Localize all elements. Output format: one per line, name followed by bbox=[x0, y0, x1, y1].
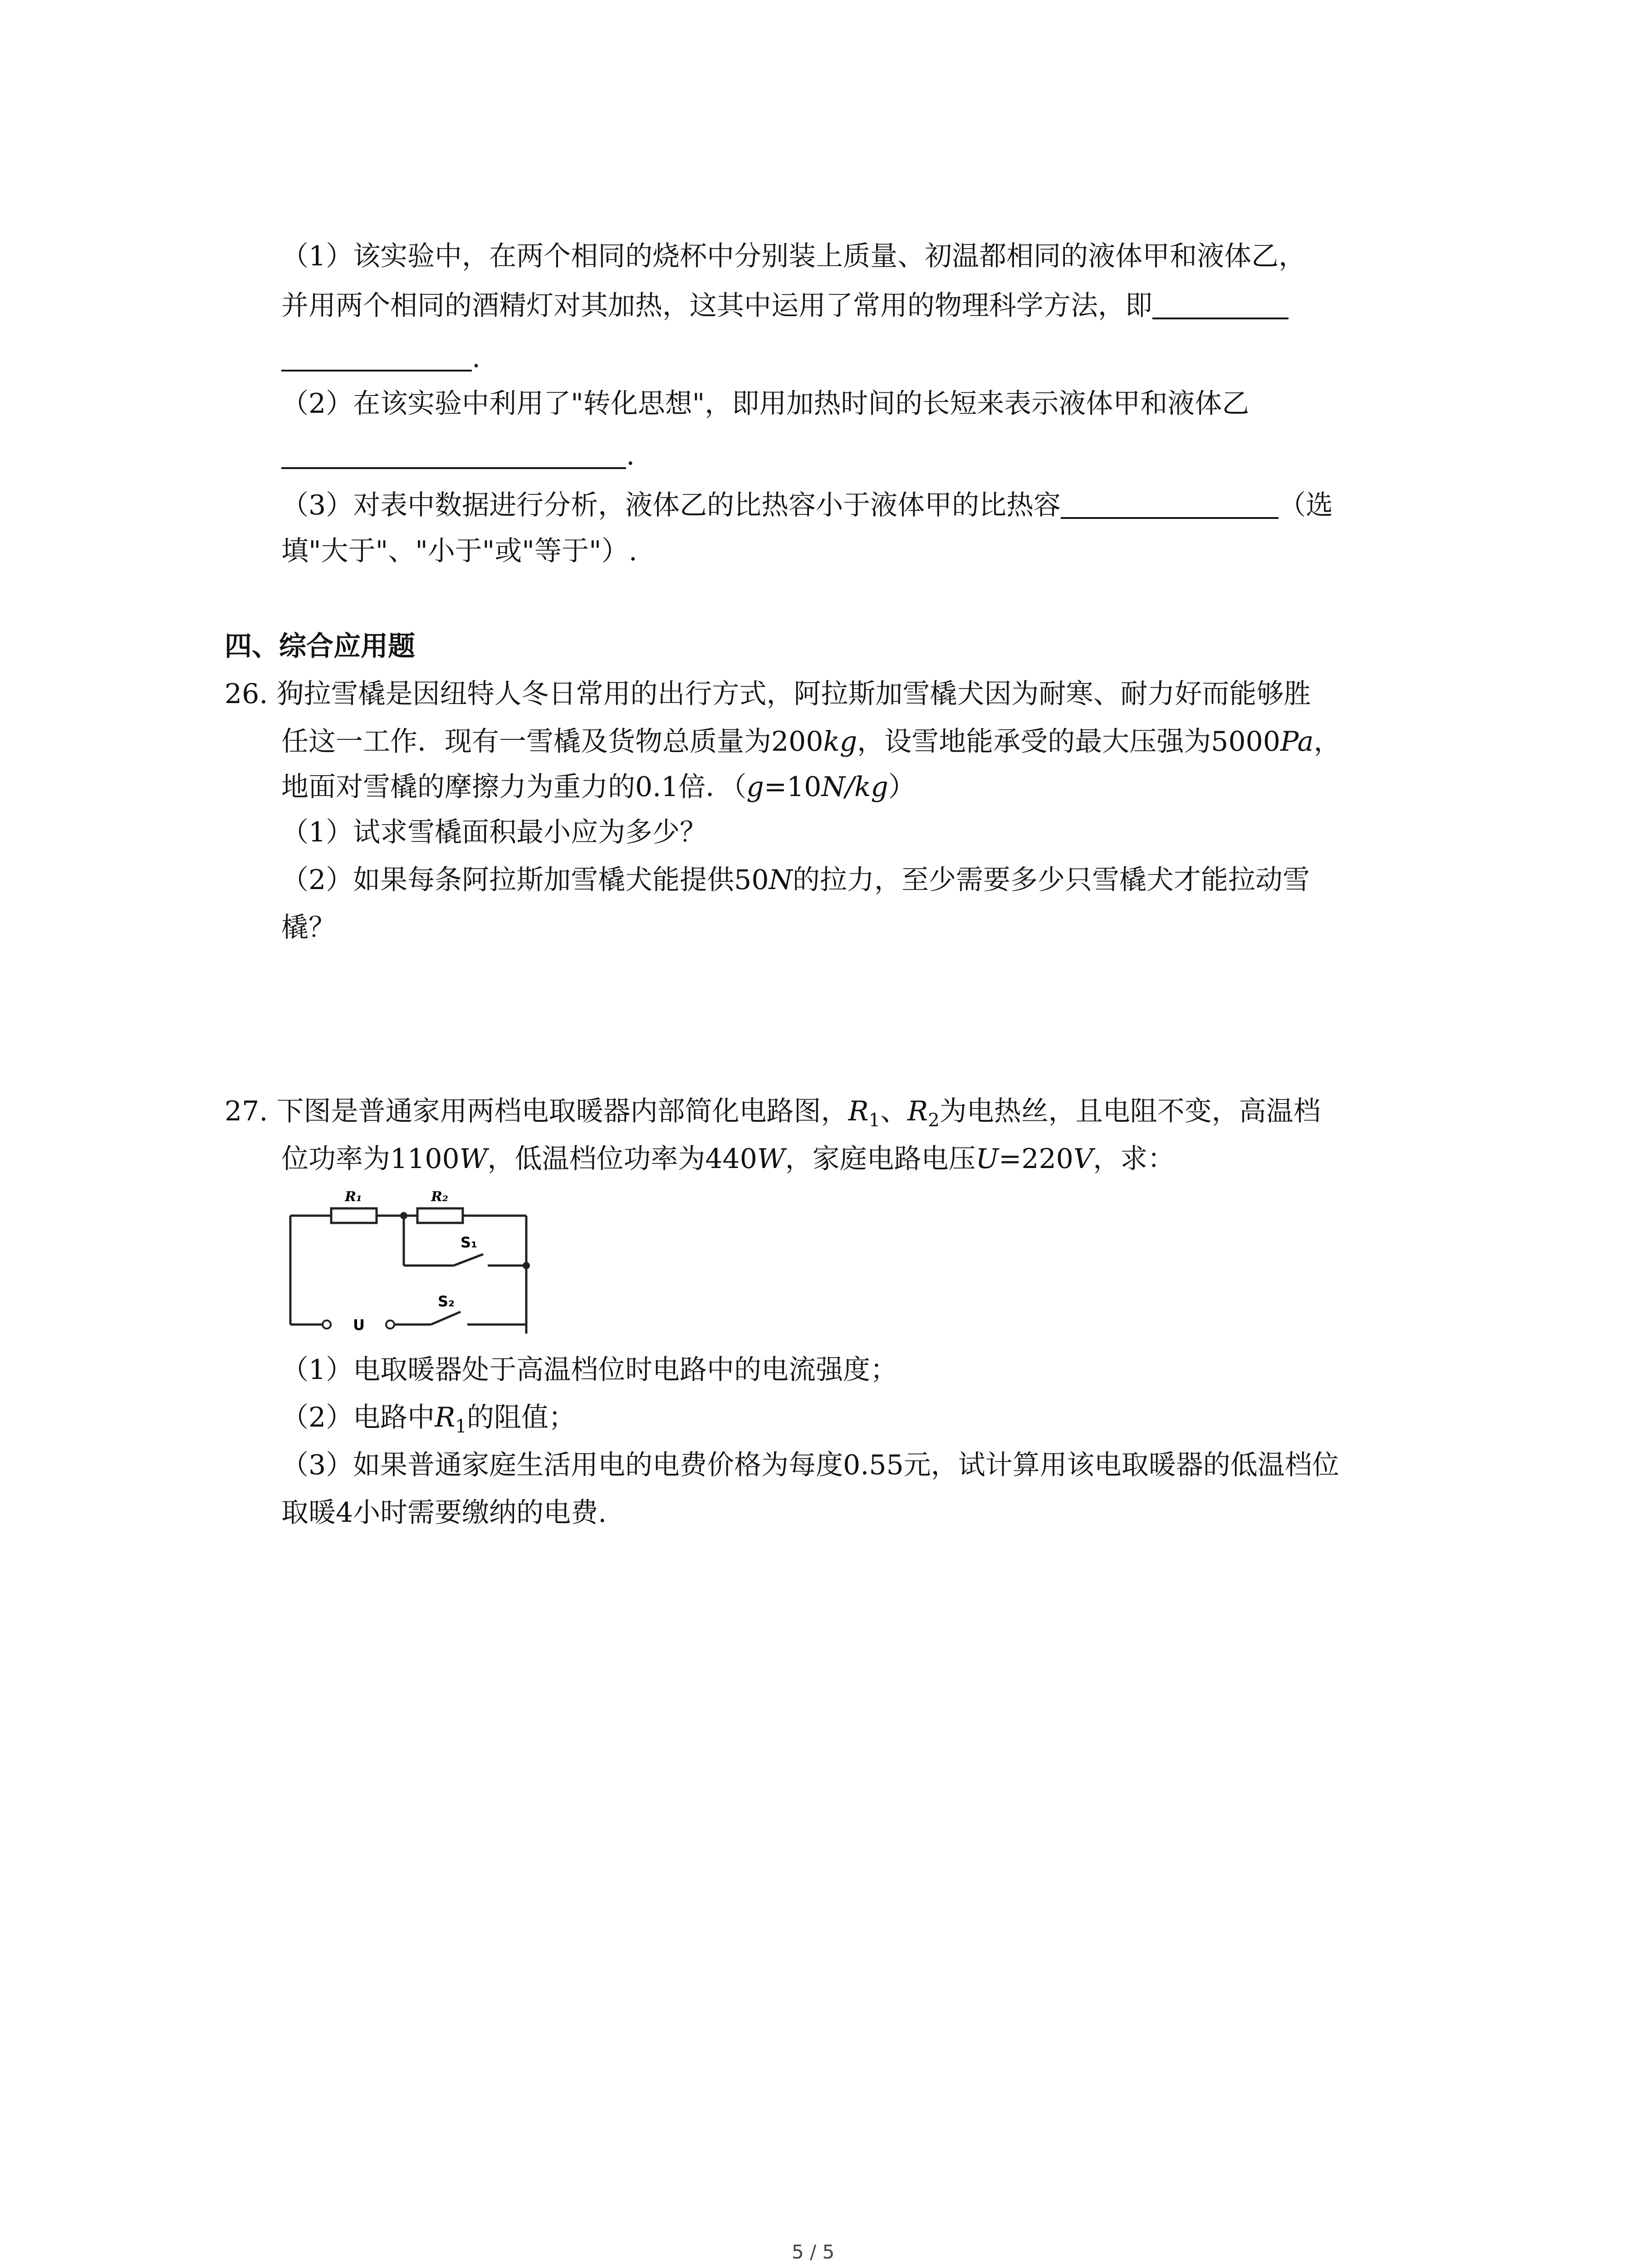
q26-sub2: （2）如果每条阿拉斯加雪橇犬能提供50N的拉力，至少需要多少只雪橇犬才能拉动雪 bbox=[281, 864, 1310, 896]
q25-part2-line1: （2）在该实验中利用了"转化思想"，即用加热时间的长短来表示液体甲和液体乙 bbox=[281, 388, 1249, 420]
r1-label: R₁ bbox=[345, 1189, 362, 1205]
q26-line2: 任这一工作．现有一雪橇及货物总质量为200kg，设雪地能承受的最大压强为5000Pa， bbox=[281, 726, 1341, 758]
q27-sub3-cont: 取暖4小时需要缴纳的电费. bbox=[281, 1497, 607, 1529]
q27-sub1: （1）电取暖器处于高温档位时电路中的电流强度； bbox=[281, 1354, 898, 1386]
q25-part1-line1: （1）该实验中，在两个相同的烧杯中分别装上质量、初温都相同的液体甲和液体乙， bbox=[281, 240, 1306, 272]
q27-sub3: （3）如果普通家庭生活用电的电费价格为每度0.55元，试计算用该电取暖器的低温档位 bbox=[281, 1449, 1339, 1481]
q25-part1-line3: . bbox=[281, 342, 480, 371]
q27-sub2: （2）电路中$R_1$的阻值； bbox=[281, 1402, 576, 1437]
u-label: U bbox=[353, 1316, 365, 1334]
q27-line1: 27. 下图是普通家用两档电取暖器内部简化电路图，$R_1$、$R_2$为电热丝，且电阻不变，高温档 bbox=[225, 1095, 1321, 1131]
answer-blank[interactable] bbox=[281, 342, 472, 371]
page-number: 5 / 5 bbox=[792, 2241, 835, 2263]
q25-part2-line2: . bbox=[281, 440, 635, 469]
q26-line1: 26. 狗拉雪橇是因纽特人冬日常用的出行方式，阿拉斯加雪橇犬因为耐寒、耐力好而能够胜 bbox=[225, 678, 1311, 710]
answer-blank[interactable] bbox=[1152, 290, 1288, 319]
q26-sub1: （1）试求雪橇面积最小应为多少？ bbox=[281, 816, 707, 848]
section-title: 四、综合应用题 bbox=[225, 631, 415, 662]
circuit-diagram bbox=[281, 1179, 535, 1334]
answer-blank[interactable] bbox=[1061, 490, 1279, 519]
s2-label: S₂ bbox=[438, 1293, 455, 1310]
s1-label: S₁ bbox=[460, 1234, 478, 1251]
r2-label: R₂ bbox=[431, 1189, 449, 1205]
answer-blank[interactable] bbox=[281, 440, 626, 469]
q25-part1-line2: 并用两个相同的酒精灯对其加热，这其中运用了常用的物理科学方法，即 bbox=[281, 290, 1288, 319]
q27-line2: 位功率为1100W，低温档位功率为440W，家庭电路电压U=220V，求： bbox=[281, 1143, 1175, 1175]
q26-line3: 地面对雪橇的摩擦力为重力的0.1倍．（g=10N/kg） bbox=[281, 771, 916, 803]
q26-sub2-cont: 橇？ bbox=[281, 912, 336, 943]
q25-part3-line2: 填"大于"、"小于"或"等于"）. bbox=[281, 535, 637, 567]
q25-part3-line1: （3）对表中数据进行分析，液体乙的比热容小于液体甲的比热容 （选 bbox=[281, 489, 1333, 521]
